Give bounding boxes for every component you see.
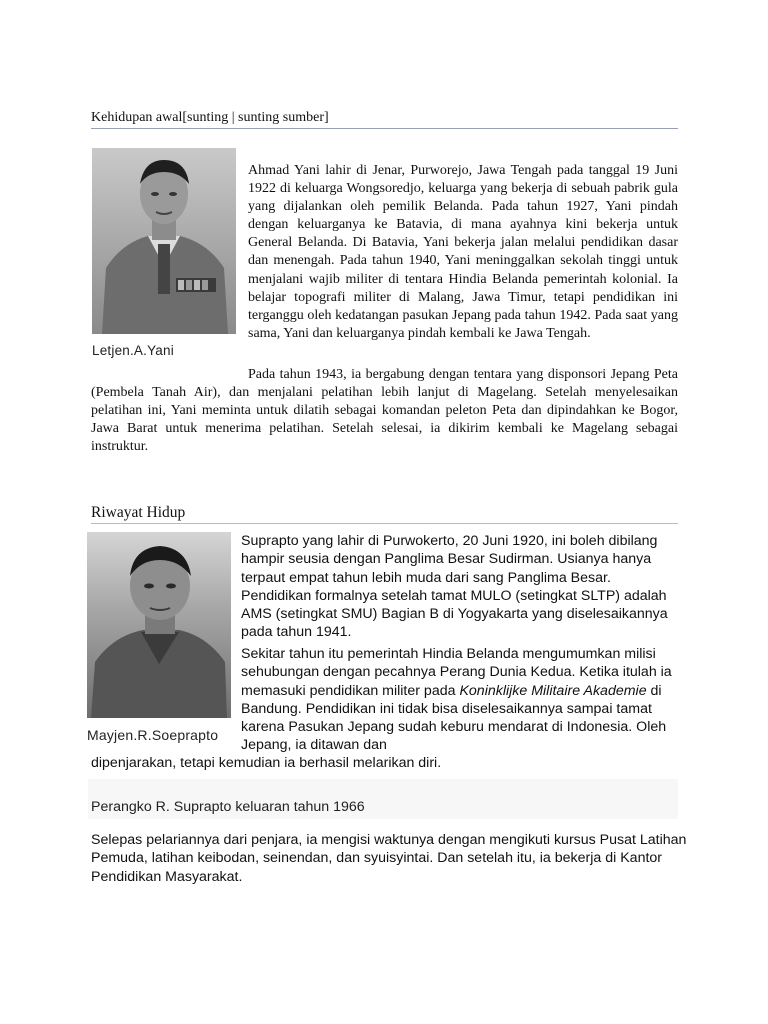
paragraph-suprapto-birth: Suprapto yang lahir di Purwokerto, 20 Juni 1920, ini boleh dibilang hampir seusia dengan Panglima Besar Sudirman. Usianya hanya terpaut empat tahun lebih muda dari sang Panglima Besar. Pendidikan formalnya setelah tamat MULO (setingkat SLTP) adalah AMS (setingkat SMU) Bagian B di Yogyakarta yang diselesaikannya pada tahun 1941. (241, 533, 668, 641)
portrait-caption-yani: Letjen.A.Yani (92, 343, 174, 358)
stamp-caption: Perangko R. Suprapto keluaran tahun 1966 (91, 799, 365, 815)
portrait-photo-yani (92, 148, 236, 334)
section-heading-biography: Riwayat Hidup (91, 503, 678, 524)
paragraph-text: Sekitar tahun itu pemerintah Hindia Belanda mengumumkan milisi sehubungan dengan pecahnya Perang Dunia Kedua. Ketika itulah ia memasuki pendidikan militer pada (241, 646, 672, 699)
portrait-figure-yani (92, 148, 236, 364)
paragraph-suprapto-military-tail: dipenjarakan, tetapi kemudian ia berhasil melarikan diri. (91, 755, 442, 771)
stamp-caption-band (88, 779, 678, 819)
paragraph-suprapto-military (241, 645, 681, 755)
portrait-caption-soeprapto: Mayjen.R.Soeprapto (87, 727, 219, 743)
paragraph-text: di Bandung. Pendidikan ini tidak bisa diselesaikannya sampai tamat karena Pasukan Jepang sudah keburu mendarat di Indonesia. Oleh Jepang, ia ditawan dan (241, 682, 667, 754)
section-heading-early-life: Kehidupan awal[sunting | sunting sumber] (91, 109, 678, 129)
paragraph-yani-early-life: Ahmad Yani lahir di Jenar, Purworejo, Jawa Tengah pada tanggal 19 Juni 1922 di keluarga Wongsoredjo, keluarga yang bekerja di sebuah pabrik gula yang dijalankan oleh pemilik Belanda. Pada tahun 1927, Yani pindah dengan keluarganya ke Batavia, di mana ayahnya kini bekerja untuk General Belanda. Di Batavia, Yani bekerja jalan melalui pendidikan dasar dan menengah. Pada tahun 1940, Yani meninggalkan sekolah tinggi untuk menjalani wajib militer di tentara Hindia Belanda pemerintah kolonial. Ia belajar topografi militer di Malang, Jawa Timur, tetapi pendidikan ini terganggu oleh kedatangan pasukan Jepang pada tahun 1942. Pada saat yang sama, Yani dan keluarganya pindah kembali ke Jawa Tengah. (248, 163, 678, 341)
paragraph-suprapto-after-escape: Selepas pelariannya dari penjara, ia mengisi waktunya dengan mengikuti kursus Pusat Latihan Pemuda, latihan keibodan, seinendan, dan syuisyintai. Dan setelah itu, ia bekerja di Kantor Pendidikan Masyarakat. (91, 832, 687, 885)
portrait-figure-soeprapto (87, 532, 231, 750)
portrait-photo-soeprapto (87, 532, 231, 718)
academy-name: Koninklijke Militaire Akademie (459, 682, 647, 699)
paragraph-yani-peta: Pada tahun 1943, ia bergabung dengan tentara yang disponsori Jepang Peta (Pembela Tanah Air), dan menjalani pelatihan lebih lanjut di Magelang. Setelah menyelesaikan pelatihan ini, Yani meminta untuk dilatih sebagai komandan peleton Peta dan dipindahkan ke Bogor, Jawa Barat untuk menerima pelatihan. Setelah selesai, ia dikirim kembali ke Magelang sebagai instruktur. (91, 367, 678, 455)
